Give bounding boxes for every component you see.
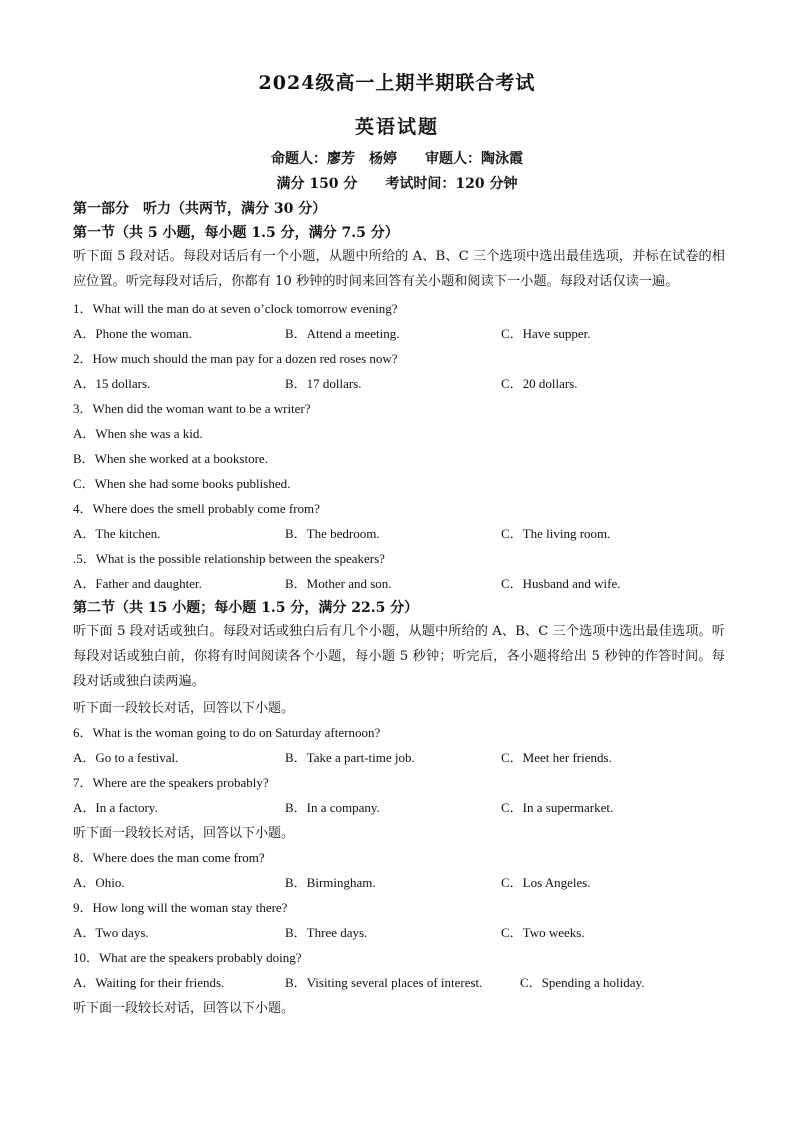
question-3: 3．When did the woman want to be a writer?: [73, 401, 311, 416]
option-a: A．Father and daughter.: [73, 576, 202, 591]
option-b: B．The bedroom.: [285, 526, 380, 541]
exam-subject: 英语试题: [354, 116, 439, 138]
question-10-options: [73, 972, 733, 990]
question-7-options: [73, 797, 733, 815]
option-a: A．When she was a kid.: [73, 426, 203, 441]
option-c: C．In a supermarket.: [501, 800, 614, 815]
option-b: B．17 dollars.: [285, 376, 362, 391]
longer-dialogue-prompt: 听下面一段较长对话，回答以下小题。: [73, 826, 295, 841]
option-c: C．The living room.: [501, 526, 611, 541]
section1-instructions: 听下面 5 段对话。每段对话后有一个小题，从题中所给的 A、B、C 三个选项中选出最佳选项，并标在试卷的相应位置。听完每段对话后，你都有 10 秒钟的时间来回答有关小题和阅读下一小题。每段对话仅读一遍。: [73, 249, 725, 289]
question-8-options: [73, 872, 733, 890]
option-c: C．Los Angeles.: [501, 875, 591, 890]
question-1: 1．What will the man do at seven o’clock tomorrow evening?: [73, 301, 398, 316]
question-5: .5．What is the possible relationship between the speakers?: [73, 551, 385, 566]
question-7: 7．Where are the speakers probably?: [73, 775, 269, 790]
longer-dialogue-prompt: 听下面一段较长对话，回答以下小题。: [73, 701, 295, 716]
option-b: B．When she worked at a bookstore.: [73, 451, 268, 466]
option-a: A．15 dollars.: [73, 376, 151, 391]
question-2: 2．How much should the man pay for a dozen red roses now?: [73, 351, 398, 366]
option-a: A．Waiting for their friends.: [73, 975, 225, 990]
question-10: 10．What are the speakers probably doing?: [73, 950, 302, 965]
option-a: A．Ohio.: [73, 875, 125, 890]
longer-dialogue-prompt: 听下面一段较长对话，回答以下小题。: [73, 1001, 295, 1016]
option-b: B．Three days.: [285, 925, 368, 940]
question-9: 9．How long will the woman stay there?: [73, 900, 288, 915]
option-c: C．Meet her friends.: [501, 750, 612, 765]
option-b: B．Take a part-time job.: [285, 750, 415, 765]
option-c: C．Spending a holiday.: [520, 975, 645, 990]
question-4-options: [73, 523, 733, 541]
part1-heading: 第一部分 听力（共两节，满分 30 分）: [73, 201, 327, 217]
exam-authors: 命题人：廖芳 杨婷 审题人：陶泳霞: [271, 151, 523, 167]
question-9-options: [73, 922, 733, 940]
option-a: A．Two days.: [73, 925, 149, 940]
question-4: 4．Where does the smell probably come from?: [73, 501, 320, 516]
option-c: C．20 dollars.: [501, 376, 578, 391]
question-5-options: [73, 573, 733, 591]
question-8: 8．Where does the man come from?: [73, 850, 265, 865]
option-a: A．Go to a festival.: [73, 750, 179, 765]
option-b: B．In a company.: [285, 800, 380, 815]
option-a: A．Phone the woman.: [73, 326, 192, 341]
question-2-options: [73, 373, 733, 391]
exam-title: 2024级高一上期半期联合考试: [258, 72, 536, 94]
option-c: C．Husband and wife.: [501, 576, 621, 591]
question-6: 6．What is the woman going to do on Saturday afternoon?: [73, 725, 381, 740]
option-c: C．Have supper.: [501, 326, 591, 341]
option-b: B．Mother and son.: [285, 576, 392, 591]
question-1-options: [73, 323, 733, 341]
exam-score-time: 满分 150 分 考试时间：120 分钟: [276, 176, 518, 192]
option-b: B．Visiting several places of interest.: [285, 975, 483, 990]
option-b: B．Attend a meeting.: [285, 326, 400, 341]
section2-instructions: 听下面 5 段对话或独白。每段对话或独白后有几个小题，从题中所给的 A、B、C 三个选项中选出最佳选项。听每段对话或独白前，你将有时间阅读各个小题，每小题 5 秒钟；听完后，各小题将给出 5 秒钟的作答时间。每段对话或独白读两遍。: [73, 624, 725, 689]
section2-heading: 第二节（共 15 小题；每小题 1.5 分，满分 22.5 分）: [73, 600, 419, 616]
option-c: C．Two weeks.: [501, 925, 585, 940]
option-a: A．In a factory.: [73, 800, 158, 815]
option-b: B．Birmingham.: [285, 875, 376, 890]
question-6-options: [73, 747, 733, 765]
section1-heading: 第一节（共 5 小题，每小题 1.5 分，满分 7.5 分）: [73, 225, 399, 241]
option-a: A．The kitchen.: [73, 526, 161, 541]
option-c: C．When she had some books published.: [73, 476, 291, 491]
